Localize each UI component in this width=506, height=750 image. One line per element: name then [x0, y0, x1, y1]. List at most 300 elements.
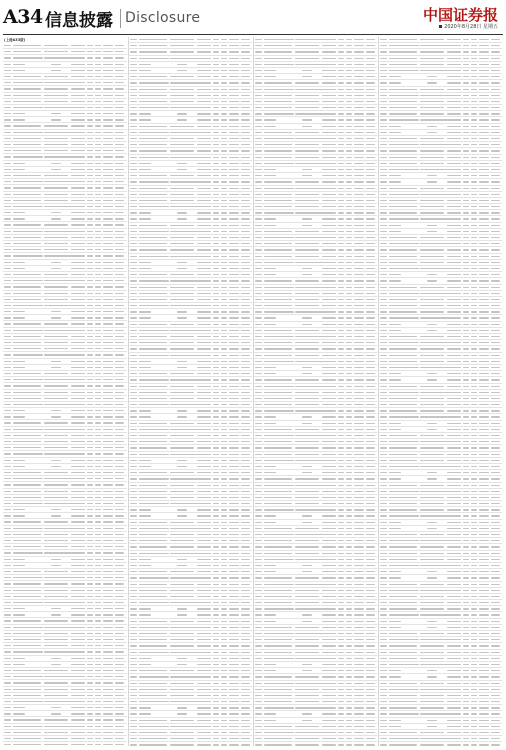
table-cell	[463, 305, 469, 306]
table-cell	[241, 268, 250, 269]
table-cell	[44, 181, 72, 182]
table-cell	[447, 243, 461, 244]
table-cell	[295, 45, 319, 46]
table-cell	[366, 82, 375, 83]
table-cell	[241, 163, 250, 164]
table-cell	[420, 695, 444, 696]
table-cell	[255, 584, 262, 585]
table-cell	[366, 212, 375, 213]
table-cell	[264, 367, 276, 368]
table-cell	[389, 144, 419, 145]
table-cell	[177, 509, 187, 510]
table-cell	[170, 175, 194, 176]
table-cell	[447, 695, 461, 696]
table-cell	[130, 559, 137, 560]
table-cell	[471, 373, 477, 374]
table-cell	[295, 293, 319, 294]
table-cell	[170, 621, 194, 622]
table-cell	[221, 509, 227, 510]
table-cell	[170, 274, 194, 275]
table-cell	[213, 515, 219, 516]
table-cell	[346, 534, 352, 535]
table-cell	[170, 51, 194, 52]
table-cell	[491, 398, 500, 399]
table-cell	[229, 509, 239, 510]
table-cell	[170, 101, 194, 102]
table-cell	[197, 194, 211, 195]
table-cell	[264, 200, 292, 201]
table-cell	[264, 206, 292, 207]
table-cell	[264, 404, 292, 405]
table-cell	[389, 317, 419, 318]
table-cell	[87, 689, 93, 690]
table-cell	[103, 113, 113, 114]
table-cell	[491, 546, 500, 547]
table-cell	[95, 70, 101, 71]
table-cell	[322, 633, 336, 634]
table-cell	[51, 707, 61, 708]
table-cell	[115, 404, 124, 405]
table-cell	[4, 354, 11, 355]
table-cell	[139, 553, 169, 554]
table-cell	[354, 410, 364, 411]
table-cell	[103, 590, 113, 591]
table-cell	[389, 485, 417, 486]
table-cell	[197, 614, 211, 615]
table-cell	[264, 689, 292, 690]
table-cell	[338, 571, 344, 572]
table-cell	[95, 268, 101, 269]
table-cell	[103, 534, 113, 535]
table-cell	[420, 293, 448, 294]
table-cell	[380, 188, 387, 189]
table-cell	[255, 454, 262, 455]
table-cell	[241, 95, 250, 96]
table-cell	[295, 39, 323, 40]
table-cell	[366, 485, 375, 486]
table-cell	[95, 262, 101, 263]
table-cell	[95, 274, 101, 275]
table-cell	[71, 212, 85, 213]
table-cell	[170, 225, 194, 226]
table-cell	[427, 571, 437, 572]
table-cell	[130, 410, 137, 411]
table-cell	[241, 509, 250, 510]
table-cell	[221, 206, 227, 207]
table-cell	[130, 608, 137, 609]
table-cell	[241, 670, 250, 671]
table-cell	[389, 522, 401, 523]
table-cell	[170, 231, 198, 232]
table-cell	[241, 553, 250, 554]
table-cell	[420, 206, 444, 207]
table-cell	[51, 262, 61, 263]
table-cell	[44, 738, 68, 739]
table-cell	[87, 212, 93, 213]
table-cell	[95, 138, 101, 139]
table-cell	[338, 404, 344, 405]
table-cell	[255, 82, 262, 83]
table-cell	[130, 305, 137, 306]
table-cell	[170, 720, 194, 721]
table-cell	[221, 497, 227, 498]
table-cell	[354, 540, 364, 541]
newspaper-logo: 中国证券报	[422, 6, 498, 24]
table-cell	[71, 689, 85, 690]
table-cell	[87, 429, 93, 430]
table-cell	[115, 70, 124, 71]
table-cell	[95, 689, 101, 690]
table-cell	[170, 126, 194, 127]
table-cell	[115, 237, 124, 238]
table-cell	[71, 354, 85, 355]
table-cell	[255, 51, 262, 52]
table-cell	[380, 627, 387, 628]
table-cell	[338, 652, 344, 653]
table-cell	[115, 552, 124, 553]
table-cell	[255, 614, 262, 615]
table-cell	[295, 738, 319, 739]
table-cell	[4, 404, 11, 405]
table-cell	[389, 658, 417, 659]
table-cell	[354, 64, 364, 65]
table-cell	[491, 447, 500, 448]
table-cell	[87, 206, 93, 207]
table-cell	[130, 553, 137, 554]
table-cell	[463, 689, 469, 690]
table-cell	[322, 590, 336, 591]
table-cell	[346, 119, 352, 120]
table-cell	[380, 621, 387, 622]
table-cell	[380, 435, 387, 436]
table-cell	[170, 379, 198, 380]
table-cell	[264, 299, 292, 300]
table-cell	[170, 392, 194, 393]
table-cell	[115, 249, 124, 250]
table-cell	[95, 719, 101, 720]
table-cell	[338, 95, 344, 96]
table-cell	[241, 695, 250, 696]
table-cell	[389, 299, 417, 300]
table-cell	[295, 695, 319, 696]
table-cell	[197, 119, 211, 120]
table-cell	[4, 76, 11, 77]
table-cell	[389, 194, 419, 195]
table-cell	[221, 559, 227, 560]
table-cell	[255, 175, 262, 176]
table-cell	[366, 410, 375, 411]
table-cell	[389, 683, 417, 684]
table-cell	[71, 95, 85, 96]
table-cell	[103, 218, 113, 219]
table-cell	[197, 398, 211, 399]
table-cell	[322, 584, 336, 585]
table-cell	[463, 658, 469, 659]
table-cell	[389, 608, 417, 609]
table-cell	[241, 342, 250, 343]
table-cell	[346, 602, 352, 603]
table-cell	[197, 157, 211, 158]
table-cell	[229, 528, 239, 529]
table-cell	[338, 398, 344, 399]
table-cell	[4, 497, 11, 498]
table-cell	[241, 744, 250, 745]
table-cell	[213, 423, 219, 424]
table-cell	[170, 330, 198, 331]
table-cell	[420, 113, 444, 114]
table-cell	[241, 577, 250, 578]
table-cell	[322, 683, 336, 684]
table-cell	[463, 509, 469, 510]
table-cell	[354, 144, 364, 145]
table-cell	[177, 460, 187, 461]
table-cell	[221, 317, 227, 318]
table-cell	[295, 342, 319, 343]
table-cell	[479, 194, 489, 195]
table-cell	[229, 534, 239, 535]
table-cell	[44, 249, 68, 250]
table-cell	[130, 76, 137, 77]
table-cell	[463, 287, 469, 288]
table-cell	[221, 287, 227, 288]
table-cell	[130, 200, 137, 201]
table-cell	[139, 627, 169, 628]
table-cell	[4, 596, 11, 597]
table-cell	[115, 447, 124, 448]
table-cell	[346, 658, 352, 659]
table-cell	[338, 441, 344, 442]
table-cell	[264, 509, 294, 510]
table-cell	[389, 45, 419, 46]
table-cell	[264, 596, 292, 597]
table-cell	[213, 249, 219, 250]
table-cell	[197, 416, 211, 417]
table-cell	[447, 689, 461, 690]
table-cell	[471, 441, 477, 442]
table-cell	[139, 348, 167, 349]
table-cell	[366, 472, 375, 473]
table-cell	[389, 212, 417, 213]
table-cell	[366, 720, 375, 721]
table-cell	[130, 299, 137, 300]
table-cell	[420, 392, 448, 393]
table-cell	[479, 324, 489, 325]
table-cell	[130, 744, 137, 745]
table-cell	[380, 658, 387, 659]
table-cell	[295, 410, 323, 411]
table-cell	[471, 231, 477, 232]
table-cell	[197, 707, 211, 708]
table-cell	[87, 379, 93, 380]
table-cell	[221, 379, 227, 380]
table-cell	[389, 150, 417, 151]
table-cell	[420, 454, 444, 455]
table-cell	[354, 652, 364, 653]
table-cell	[255, 491, 262, 492]
table-cell	[491, 683, 500, 684]
table-cell	[471, 144, 477, 145]
table-cell	[389, 460, 417, 461]
table-cell	[229, 188, 239, 189]
table-cell	[71, 132, 85, 133]
table-cell	[13, 206, 43, 207]
table-cell	[241, 194, 250, 195]
table-cell	[71, 305, 85, 306]
table-cell	[420, 169, 448, 170]
table-cell	[139, 398, 167, 399]
table-cell	[197, 330, 211, 331]
table-cell	[380, 454, 387, 455]
table-cell	[255, 218, 262, 219]
table-cell	[463, 478, 469, 479]
table-cell	[13, 187, 41, 188]
table-cell	[130, 237, 137, 238]
table-cell	[427, 621, 437, 622]
table-cell	[241, 416, 250, 417]
table-cell	[295, 491, 319, 492]
table-cell	[322, 58, 336, 59]
table-cell	[427, 373, 437, 374]
table-cell	[447, 744, 461, 745]
table-cell	[264, 466, 276, 467]
table-cell	[87, 398, 93, 399]
table-cell	[213, 491, 219, 492]
table-cell	[13, 614, 25, 615]
table-cell	[420, 287, 444, 288]
table-cell	[264, 707, 294, 708]
table-cell	[479, 175, 489, 176]
table-cell	[241, 181, 250, 182]
table-cell	[95, 76, 101, 77]
table-cell	[229, 621, 239, 622]
table-cell	[463, 175, 469, 176]
table-cell	[103, 732, 113, 733]
table-cell	[71, 590, 85, 591]
table-cell	[295, 212, 323, 213]
table-cell	[463, 237, 469, 238]
table-cell	[197, 225, 211, 226]
table-cell	[139, 410, 151, 411]
table-cell	[4, 565, 11, 566]
table-cell	[44, 237, 68, 238]
table-cell	[4, 305, 11, 306]
table-cell	[177, 367, 187, 368]
table-cell	[346, 82, 352, 83]
table-cell	[322, 565, 336, 566]
table-cell	[51, 410, 61, 411]
table-cell	[4, 70, 11, 71]
table-cell	[4, 163, 11, 164]
table-cell	[479, 713, 489, 714]
table-cell	[346, 144, 352, 145]
table-cell	[103, 571, 113, 572]
table-cell	[130, 89, 137, 90]
table-cell	[447, 485, 461, 486]
table-cell	[229, 546, 239, 547]
table-cell	[491, 373, 500, 374]
table-cell	[213, 119, 219, 120]
table-cell	[322, 670, 336, 671]
table-cell	[354, 386, 364, 387]
table-cell	[447, 107, 461, 108]
table-cell	[241, 627, 250, 628]
table-cell	[346, 336, 352, 337]
table-cell	[229, 633, 239, 634]
table-cell	[130, 416, 137, 417]
table-cell	[380, 441, 387, 442]
table-cell	[354, 392, 364, 393]
table-cell	[322, 404, 336, 405]
table-cell	[354, 206, 364, 207]
table-cell	[479, 181, 489, 182]
table-cell	[255, 534, 262, 535]
table-cell	[255, 194, 262, 195]
table-cell	[491, 652, 500, 653]
table-cell	[295, 441, 319, 442]
table-cell	[87, 478, 93, 479]
table-cell	[471, 398, 477, 399]
table-cell	[170, 744, 194, 745]
table-cell	[221, 695, 227, 696]
table-cell	[295, 206, 319, 207]
table-cell	[177, 113, 187, 114]
table-cell	[255, 435, 262, 436]
table-cell	[255, 565, 262, 566]
table-cell	[264, 683, 294, 684]
table-cell	[479, 45, 489, 46]
table-cell	[103, 719, 113, 720]
table-cell	[130, 676, 137, 677]
table-cell	[338, 89, 344, 90]
table-cell	[389, 565, 419, 566]
table-cell	[44, 51, 68, 52]
table-cell	[130, 707, 137, 708]
table-cell	[44, 280, 72, 281]
table-cell	[295, 107, 319, 108]
table-cell	[221, 627, 227, 628]
table-cell	[197, 683, 211, 684]
table-cell	[103, 286, 113, 287]
table-cell	[295, 82, 319, 83]
table-cell	[255, 645, 262, 646]
table-cell	[213, 299, 219, 300]
table-cell	[346, 713, 352, 714]
table-cell	[346, 584, 352, 585]
table-cell	[427, 670, 437, 671]
table-cell	[130, 379, 137, 380]
table-cell	[197, 664, 211, 665]
table-cell	[170, 633, 194, 634]
table-cell	[354, 212, 364, 213]
table-cell	[71, 410, 85, 411]
table-cell	[139, 225, 167, 226]
table-cell	[197, 373, 211, 374]
table-cell	[338, 472, 344, 473]
table-cell	[491, 584, 500, 585]
table-cell	[491, 515, 500, 516]
table-cell	[115, 181, 124, 182]
table-cell	[115, 614, 124, 615]
table-cell	[255, 274, 262, 275]
table-cell	[346, 113, 352, 114]
table-cell	[95, 187, 101, 188]
table-cell	[213, 70, 219, 71]
table-cell	[447, 163, 461, 164]
table-cell	[177, 466, 187, 467]
table-cell	[103, 602, 113, 603]
table-cell	[302, 367, 312, 368]
table-cell	[471, 336, 477, 337]
